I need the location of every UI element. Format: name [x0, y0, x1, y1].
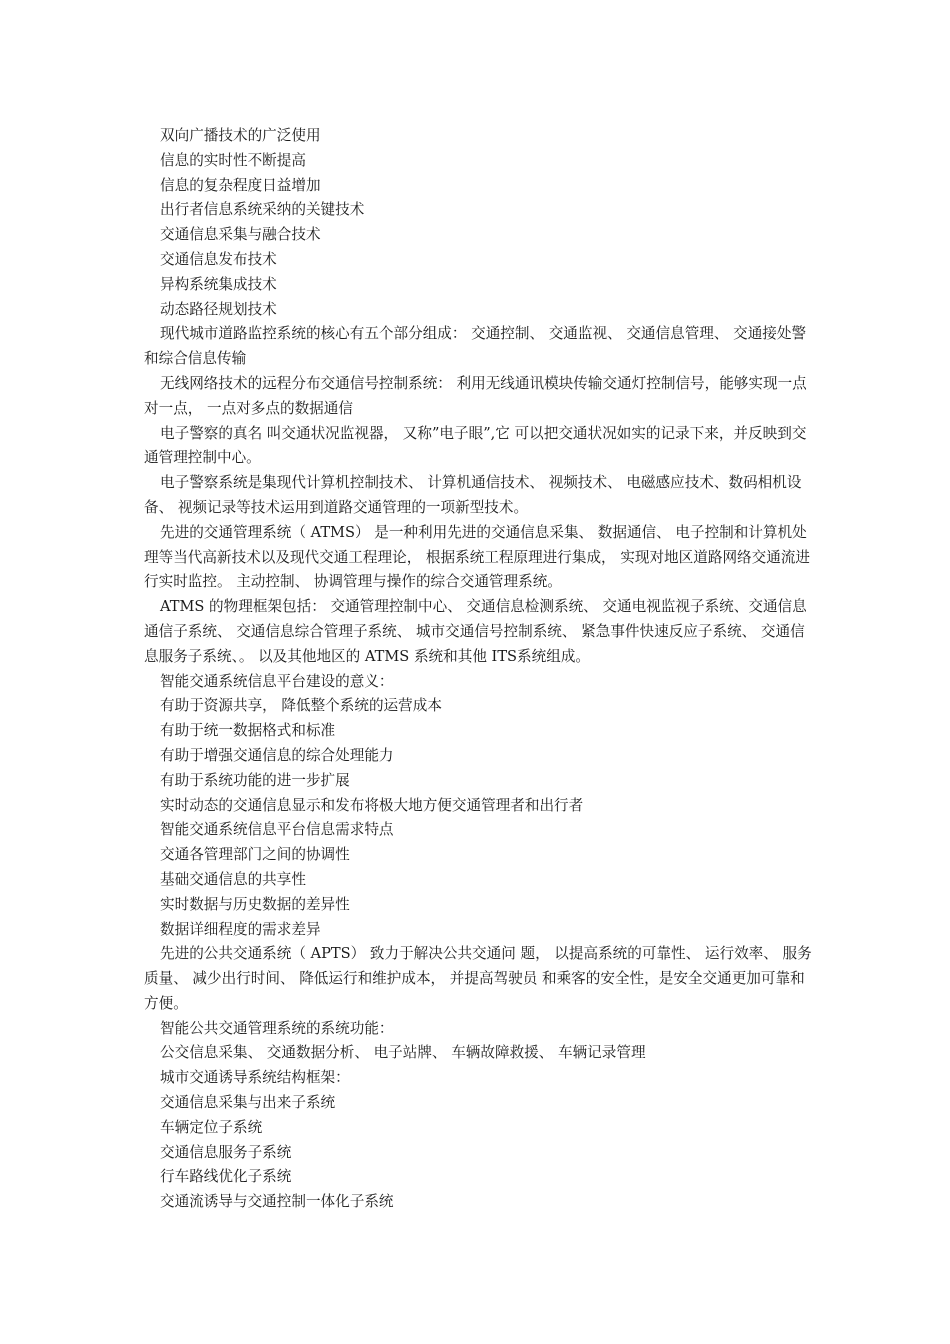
paragraph: 城市交通诱导系统结构框架：: [160, 1069, 350, 1087]
paragraph: 交通流诱导与交通控制一体化子系统: [160, 1193, 394, 1211]
paragraph: 有助于增强交通信息的综合处理能力: [160, 746, 394, 764]
paragraph: 智能交通系统信息平台信息需求特点: [160, 821, 394, 839]
paragraph: 信息的实时性不断提高: [160, 151, 306, 169]
paragraph: 有助于系统功能的进一步扩展: [160, 771, 350, 789]
paragraph: 公交信息采集、 交通数据分析、 电子站牌、 车辆故障救援、 车辆记录管理: [160, 1044, 646, 1062]
paragraph: 双向广播技术的广泛使用: [160, 127, 321, 144]
paragraph: 交通信息采集与融合技术: [160, 226, 321, 244]
paragraph: 出行者信息系统采纳的关键技术: [160, 201, 365, 219]
paragraph: 实时数据与历史数据的差异性: [160, 895, 350, 913]
document-body: [144, 124, 812, 1215]
paragraph: 交通信息发布技术: [160, 250, 277, 268]
paragraph: 现代城市道路监控系统的核心有五个部分组成： 交通控制、 交通监视、 交通信息管理、 交通接处警和综合信息传输: [144, 325, 807, 368]
paragraph: 先进的公共交通系统（ APTS） 致力于解决公共交通问 题， 以提高系统的可靠性、 运行效率、 服务质量、 减少出行时间、 降低运行和维护成本， 并提高驾驶员 和乘客的安全性，是安全交通更加可靠和方便。: [144, 945, 812, 1012]
paragraph: ATMS 的物理框架包括： 交通管理控制中心、 交通信息检测系统、 交通电视监视子系统、交通信息通信子系统、 交通信息综合管理子系统、 城市交通信号控制系统、 紧急事件快速反应子系统、 交通信息服务子系统、。 以及其他地区的 ATMS 系统和其他 ITS系统组成。: [144, 598, 807, 665]
paragraph: 实时动态的交通信息显示和发布将极大地方便交通管理者和出行者: [160, 796, 584, 814]
paragraph: 先进的交通管理系统（ ATMS） 是一种利用先进的交通信息采集、 数据通信、 电子控制和计算机处理等当代高新技术以及现代交通工程理论， 根据系统工程原理进行集成， 实现对地区道路网络交通流进行实时监控。 主动控制、 协调管理与操作的综合交通管理系统。: [144, 523, 811, 591]
paragraph: 行车路线优化子系统: [160, 1168, 292, 1186]
paragraph: 智能交通系统信息平台建设的意义：: [160, 672, 394, 690]
paragraph: 车辆定位子系统: [160, 1118, 263, 1136]
paragraph: 有助于资源共享， 降低整个系统的运营成本: [160, 697, 442, 715]
paragraph: 有助于统一数据格式和标准: [160, 722, 336, 740]
paragraph: 无线网络技术的远程分布交通信号控制系统： 利用无线通讯模块传输交通灯控制信号，能够实现一点对一点， 一点对多点的数据通信: [144, 374, 807, 417]
paragraph: 动态路径规划技术: [160, 300, 277, 318]
paragraph: 交通各管理部门之间的协调性: [160, 846, 350, 864]
paragraph: 数据详细程度的需求差异: [160, 920, 321, 938]
paragraph: 交通信息服务子系统: [160, 1143, 292, 1161]
paragraph: 异构系统集成技术: [160, 275, 277, 293]
paragraph: 智能公共交通管理系统的系统功能：: [160, 1019, 394, 1037]
paragraph: 电子警察的真名 叫交通状况监视器， 又称”电子眼”,它 可以把交通状况如实的记录下来，并反映到交通管理控制中心。: [144, 424, 807, 467]
paragraph: 信息的复杂程度日益增加: [160, 176, 321, 194]
paragraph: 交通信息采集与出来子系统: [160, 1094, 336, 1112]
paragraph: 电子警察系统是集现代计算机控制技术、 计算机通信技术、 视频技术、 电磁感应技术、数码相机设备、 视频记录等技术运用到道路交通管理的一项新型技术。: [144, 474, 802, 516]
paragraph: 基础交通信息的共享性: [160, 870, 306, 888]
